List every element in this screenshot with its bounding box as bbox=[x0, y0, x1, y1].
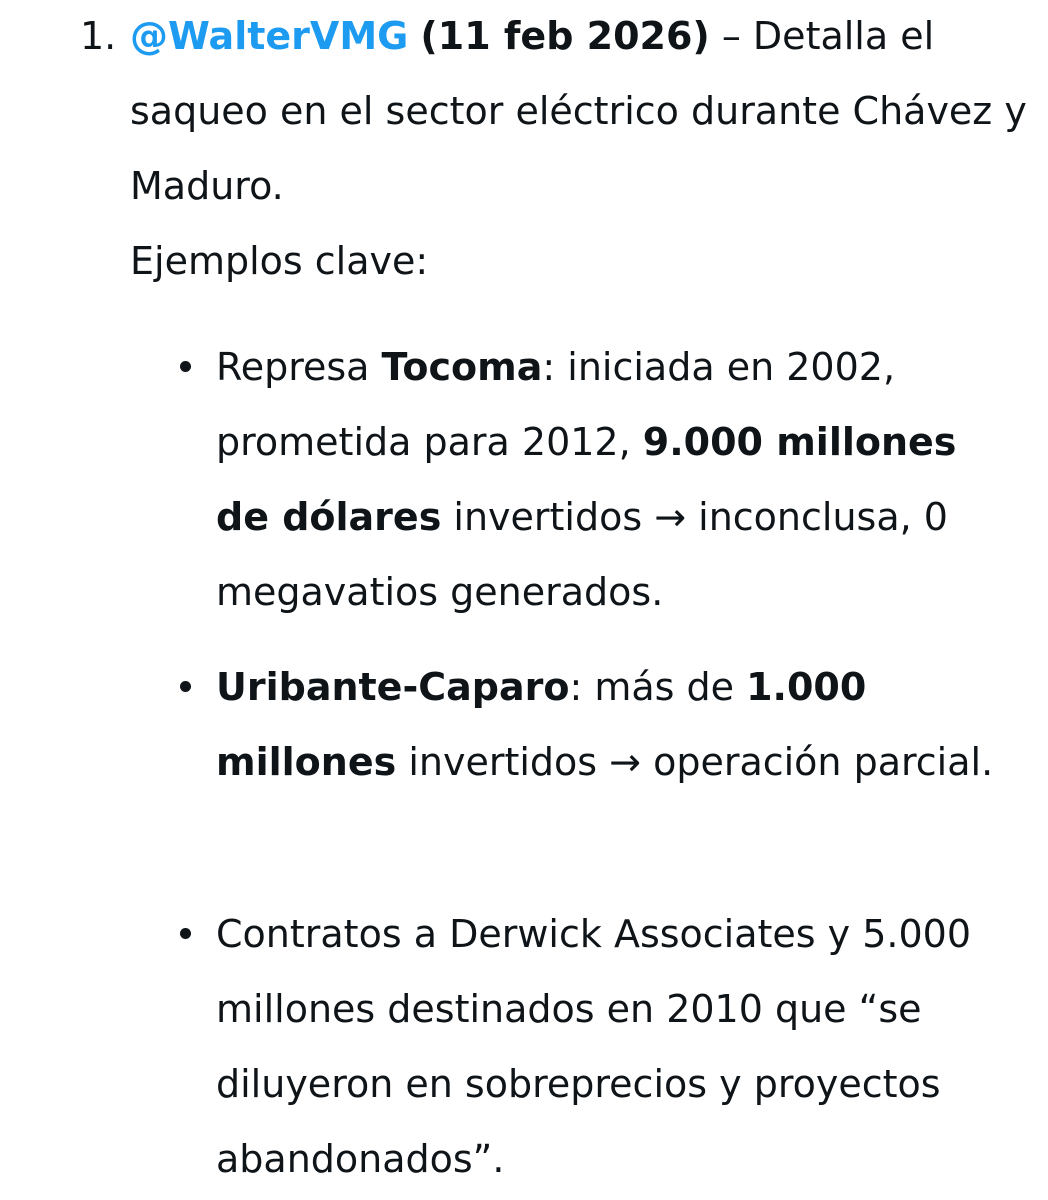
bullet-item-tocoma bbox=[216, 330, 1016, 630]
bullet-part-bold: 1.000 millones bbox=[216, 665, 867, 784]
bullet-part-bold: Uribante-Caparo bbox=[216, 665, 570, 709]
bullet-item-uribante bbox=[216, 650, 1016, 800]
bullet-part: invertidos → operación parcial. bbox=[396, 740, 994, 784]
bullet-part-bold: Tocoma bbox=[381, 345, 543, 389]
bullet-text bbox=[216, 665, 993, 784]
bullet-icon bbox=[180, 681, 191, 692]
bullet-icon bbox=[180, 928, 191, 939]
bullet-part: Contratos a Derwick Associates y 5.000 millones destinados en 2010 que “se diluyeron en sobreprecios y proyectos abandonados”. bbox=[216, 912, 972, 1181]
post-date: (11 feb 2026) bbox=[420, 14, 710, 58]
intro-text: – Detalla el saqueo en el sector eléctrico durante Chávez y Maduro. bbox=[130, 14, 1027, 208]
mention-link[interactable]: @WalterVMG bbox=[130, 14, 409, 58]
bullet-text bbox=[216, 345, 956, 614]
list-number: 1. bbox=[80, 14, 117, 58]
bullet-part: invertidos → inconclusa, 0 megavatios generados. bbox=[216, 495, 948, 614]
bullet-part: : más de bbox=[569, 665, 747, 709]
bullet-text bbox=[216, 912, 971, 1181]
examples-label: Ejemplos clave: bbox=[130, 239, 429, 283]
intro-paragraph bbox=[130, 0, 1030, 224]
bullet-item-derwick bbox=[216, 897, 1016, 1197]
bullet-part: Represa bbox=[216, 345, 382, 389]
list-item-body bbox=[130, 0, 1030, 299]
bullet-icon bbox=[180, 361, 191, 372]
bullet-part: : iniciada en 2002, prometida para 2012, bbox=[216, 345, 896, 464]
intro-space bbox=[408, 14, 420, 58]
bullet-part-bold: 9.000 millones de dólares bbox=[216, 420, 957, 539]
